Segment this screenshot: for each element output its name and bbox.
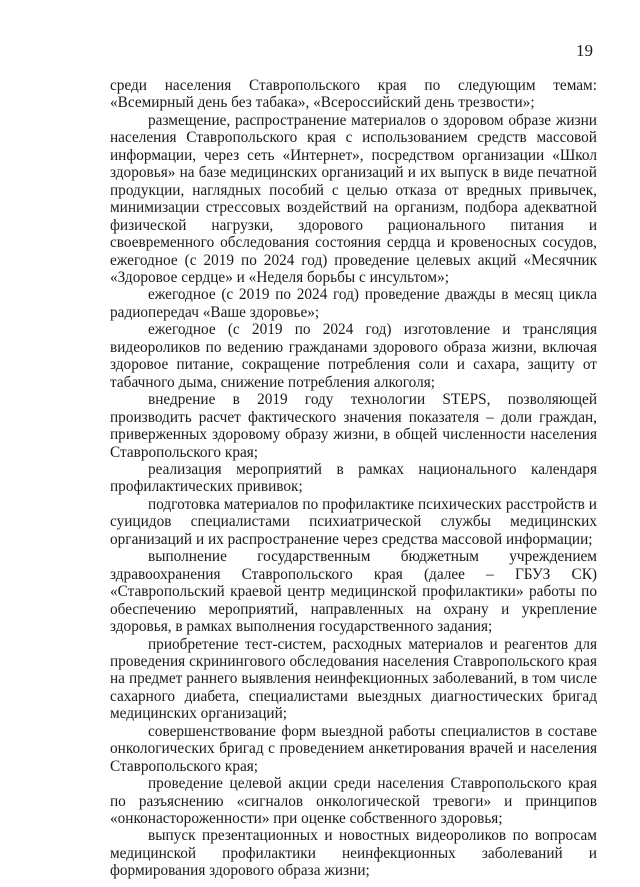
paragraph: совершенствование форм выездной работы специалистов в составе онкологических бригад с проведением анкетирования врачей и населения Ставропольского края; xyxy=(110,722,597,775)
paragraph: приобретение тест-систем, расходных материалов и реагентов для проведения скринингового обследования населения Ставропольского края на предмет раннего выявления неинфекционных заболеваний, в том числе сахарного диабета, специалистами выездных диагностических бригад медицинских организаций; xyxy=(110,635,597,723)
body-text xyxy=(110,77,597,880)
paragraph: среди населения Ставропольского края по следующим темам: «Всемирный день без табака», «Всероссийский день трезвости»; xyxy=(110,77,597,112)
paragraph: размещение, распространение материалов о здоровом образе жизни населения Ставропольского края с использованием средств массовой информации, через сеть «Интернет», посредством организации «Школ здоровья» на базе медицинских организаций и их выпуск в виде печатной продукции, наглядных пособий с целью отказа от вредных привычек, минимизации стрессовых воздействий на организм, подбора адекватной физической нагрузки, здорового рационального питания и своевременного обследования состояния сердца и кровеносных сосудов, ежегодное (с 2019 по 2024 год) проведение целевых акций «Месячник «Здоровое сердце» и «Неделя борьбы с инсультом»; xyxy=(110,111,597,286)
page-number: 19 xyxy=(576,41,593,60)
paragraph: выпуск презентационных и новостных видеороликов по вопросам медицинской профилактики неинфекционных заболеваний и формирования здорового образа жизни; xyxy=(110,827,597,880)
paragraph: внедрение в 2019 году технологии STEPS, позволяющей производить расчет фактического значения показателя – доли граждан, приверженных здоровому образу жизни, в общей численности населения Ставропольского края; xyxy=(110,391,597,461)
paragraph: подготовка материалов по профилактике психических расстройств и суицидов специалистами психиатрической службы медицинских организаций и их распространение через средства массовой информации; xyxy=(110,495,597,548)
paragraph: реализация мероприятий в рамках национального календаря профилактических прививок; xyxy=(110,460,597,496)
paragraph: ежегодное (с 2019 по 2024 год) изготовление и трансляция видеороликов по ведению гражданами здорового образа жизни, включая здоровое питание, сокращение потребления соли и сахара, защиту от табачного дыма, снижение потребления алкоголя; xyxy=(110,321,597,391)
paragraph: ежегодное (с 2019 по 2024 год) проведение дважды в месяц цикла радиопередач «Ваше здоровье»; xyxy=(110,286,597,321)
paragraph: проведение целевой акции среди населения Ставропольского края по разъяснению «сигналов онкологической тревоги» и принципов «онконастороженности» при оценке собственного здоровья; xyxy=(110,775,597,828)
paragraph: выполнение государственным бюджетным учреждением здравоохранения Ставропольского края (далее – ГБУЗ СК) «Ставропольский краевой центр медицинской профилактики» работы по обеспечению мероприятий, направленных на охрану и укрепление здоровья, в рамках выполнения государственного задания; xyxy=(110,548,597,636)
